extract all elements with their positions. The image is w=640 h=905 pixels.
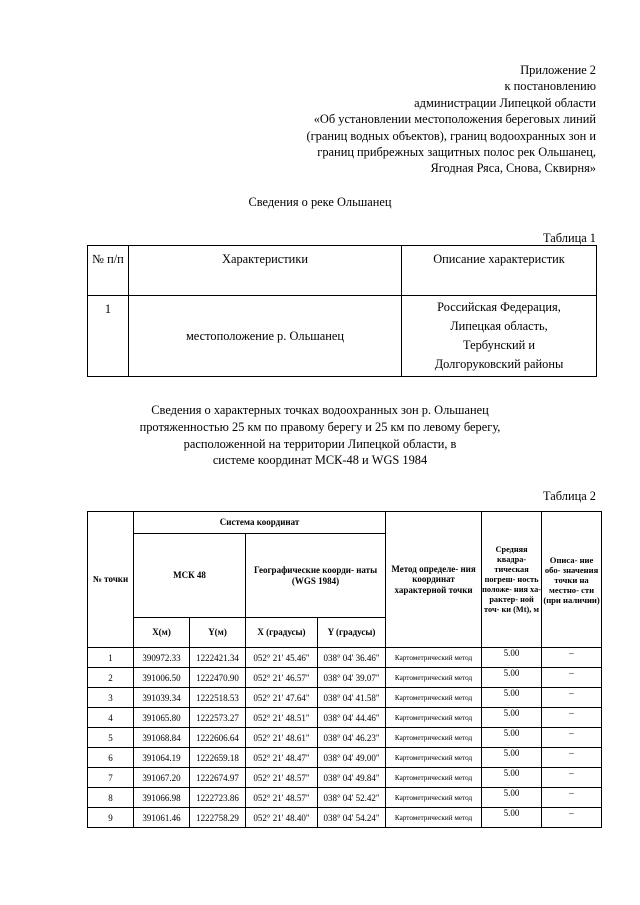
- table-row: [88, 708, 602, 728]
- cell-x: 391064.19: [134, 748, 190, 768]
- table1-cell-desc: [402, 296, 597, 377]
- river-title: Сведения о реке Ольшанец: [248, 195, 392, 209]
- cell-err: 5.00: [482, 728, 542, 748]
- cell-desc: –: [542, 648, 602, 668]
- header-y: Y(м): [190, 618, 246, 648]
- appendix-line: к постановлению: [504, 79, 596, 94]
- cell-ydeg: 038° 04' 49.00": [318, 748, 386, 768]
- cell-y: 1222421.34: [190, 648, 246, 668]
- cell-xdeg: 052° 21' 47.64": [246, 688, 318, 708]
- cell-n: 3: [88, 688, 134, 708]
- table-row: [88, 808, 602, 828]
- table1-header-desc: Описание характеристик: [402, 246, 597, 296]
- cell-n: 2: [88, 668, 134, 688]
- table1-label: Таблица 1: [543, 231, 596, 245]
- appendix-line: Приложение 2: [520, 63, 596, 77]
- cell-x: 391068.84: [134, 728, 190, 748]
- cell-err: 5.00: [482, 648, 542, 668]
- header-ydeg: Y (градусы): [318, 618, 386, 648]
- cell-err: 5.00: [482, 808, 542, 828]
- cell-ydeg: 038° 04' 49.84": [318, 768, 386, 788]
- table-row: [88, 688, 602, 708]
- table-row: [88, 748, 602, 768]
- table1-header-num: № п/п: [88, 246, 129, 296]
- table2-header-row: [88, 512, 602, 534]
- cell-ydeg: 038° 04' 44.46": [318, 708, 386, 728]
- cell-xdeg: 052° 21' 48.51": [246, 708, 318, 728]
- cell-method: Картометрический метод: [386, 808, 482, 828]
- cell-x: 391067.20: [134, 768, 190, 788]
- table1-header-row: [88, 246, 597, 296]
- cell-n: 7: [88, 768, 134, 788]
- cell-y: 1222723.86: [190, 788, 246, 808]
- cell-ydeg: 038° 04' 41.58": [318, 688, 386, 708]
- appendix-line: границ прибрежных защитных полос рек Ольшанец,: [317, 145, 596, 160]
- cell-method: Картометрический метод: [386, 748, 482, 768]
- header-method: Метод определе- ния координат характерной точки: [386, 512, 482, 648]
- cell-x: 390972.33: [134, 648, 190, 668]
- cell-err: 5.00: [482, 748, 542, 768]
- cell-ydeg: 038° 04' 36.46": [318, 648, 386, 668]
- cell-xdeg: 052° 21' 48.57": [246, 788, 318, 808]
- cell-x: 391061.46: [134, 808, 190, 828]
- desc-line: Долгоруковский районы: [434, 357, 564, 371]
- cell-method: Картометрический метод: [386, 788, 482, 808]
- zones-title-line: протяженностью 25 км по правому берегу и 25 км по левому берегу,: [139, 419, 501, 434]
- cell-method: Картометрический метод: [386, 668, 482, 688]
- table2-label: Таблица 2: [543, 489, 596, 503]
- cell-desc: –: [542, 688, 602, 708]
- cell-x: 391039.34: [134, 688, 190, 708]
- coordinates-table-body: [88, 648, 602, 828]
- cell-n: 4: [88, 708, 134, 728]
- cell-y: 1222518.53: [190, 688, 246, 708]
- header-coord-system: Система координат: [134, 512, 386, 534]
- table-row: [88, 728, 602, 748]
- cell-y: 1222674.97: [190, 768, 246, 788]
- cell-method: Картометрический метод: [386, 708, 482, 728]
- zones-title-line: системе координат МСК-48 и WGS 1984: [212, 453, 428, 468]
- cell-ydeg: 038° 04' 52.42": [318, 788, 386, 808]
- appendix-line: администрации Липецкой области: [414, 95, 596, 110]
- cell-ydeg: 038° 04' 54.24": [318, 808, 386, 828]
- cell-err: 5.00: [482, 788, 542, 808]
- cell-method: Картометрический метод: [386, 688, 482, 708]
- cell-xdeg: 052° 21' 48.61": [246, 728, 318, 748]
- table1-cell-char: местоположение р. Ольшанец: [129, 296, 402, 377]
- cell-y: 1222659.18: [190, 748, 246, 768]
- cell-x: 391006.50: [134, 668, 190, 688]
- cell-n: 8: [88, 788, 134, 808]
- cell-y: 1222606.64: [190, 728, 246, 748]
- desc-line: Липецкая область,: [450, 319, 548, 333]
- cell-x: 391065.80: [134, 708, 190, 728]
- cell-desc: –: [542, 668, 602, 688]
- table-row: [88, 768, 602, 788]
- desc-line: Российская Федерация,: [437, 300, 561, 314]
- table-row: [88, 648, 602, 668]
- cell-err: 5.00: [482, 668, 542, 688]
- cell-y: 1222758.29: [190, 808, 246, 828]
- cell-ydeg: 038° 04' 46.23": [318, 728, 386, 748]
- cell-desc: –: [542, 768, 602, 788]
- cell-xdeg: 052° 21' 48.47": [246, 748, 318, 768]
- header-x: X(м): [134, 618, 190, 648]
- table1-header-char: Характеристики: [129, 246, 402, 296]
- cell-method: Картометрический метод: [386, 768, 482, 788]
- river-info-table: [87, 245, 597, 377]
- cell-desc: –: [542, 788, 602, 808]
- appendix-line: Ягодная Ряса, Снова, Сквирня»: [430, 161, 596, 176]
- cell-err: 5.00: [482, 688, 542, 708]
- cell-desc: –: [542, 708, 602, 728]
- cell-y: 1222470.90: [190, 668, 246, 688]
- cell-ydeg: 038° 04' 39.07": [318, 668, 386, 688]
- table1-row: [88, 296, 597, 377]
- cell-xdeg: 052° 21' 45.46": [246, 648, 318, 668]
- zones-title-line: расположенной на территории Липецкой области, в: [183, 436, 457, 451]
- zones-title-line: Сведения о характерных точках водоохранных зон р. Ольшанец: [151, 403, 489, 417]
- header-msk: МСК 48: [134, 534, 246, 618]
- cell-desc: –: [542, 748, 602, 768]
- cell-desc: –: [542, 728, 602, 748]
- cell-xdeg: 052° 21' 46.57": [246, 668, 318, 688]
- header-xdeg: X (градусы): [246, 618, 318, 648]
- header-desc: Описа- ние обо- значения точки на местно- сти (при наличии): [542, 512, 602, 648]
- cell-n: 5: [88, 728, 134, 748]
- cell-method: Картометрический метод: [386, 728, 482, 748]
- zones-title: [0, 402, 640, 469]
- cell-xdeg: 052° 21' 48.57": [246, 768, 318, 788]
- table-row: [88, 668, 602, 688]
- header-geo: Географические коорди- наты (WGS 1984): [246, 534, 386, 618]
- table-row: [88, 788, 602, 808]
- header-error: Средняя квадра- тическая погреш- ность положе- ния ха- рактер- ной точ- ки (Mt), м: [482, 512, 542, 648]
- desc-line: Тербунский и: [463, 338, 535, 352]
- cell-n: 1: [88, 648, 134, 668]
- cell-err: 5.00: [482, 768, 542, 788]
- header-point: № точки: [88, 512, 134, 648]
- table1-cell-num: 1: [88, 296, 129, 377]
- cell-method: Картометрический метод: [386, 648, 482, 668]
- cell-err: 5.00: [482, 708, 542, 728]
- appendix-line: (границ водных объектов), границ водоохранных зон и: [306, 128, 596, 143]
- cell-n: 9: [88, 808, 134, 828]
- coordinates-table: [87, 511, 602, 828]
- cell-y: 1222573.27: [190, 708, 246, 728]
- cell-xdeg: 052° 21' 48.40": [246, 808, 318, 828]
- appendix-line: «Об установлении местоположения береговых линий: [313, 112, 596, 127]
- cell-n: 6: [88, 748, 134, 768]
- cell-x: 391066.98: [134, 788, 190, 808]
- cell-desc: –: [542, 808, 602, 828]
- appendix-header: [266, 62, 596, 177]
